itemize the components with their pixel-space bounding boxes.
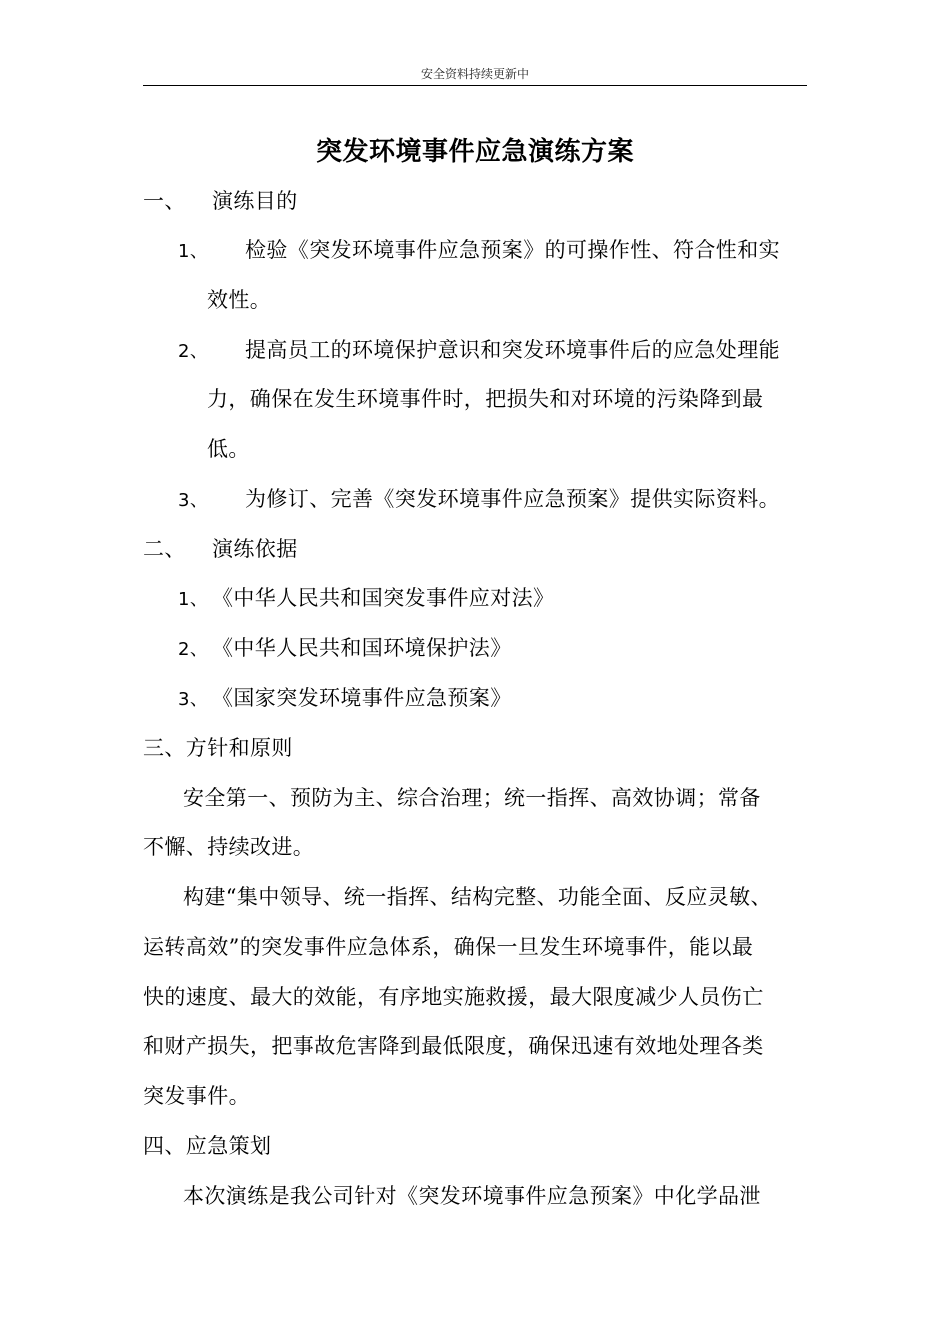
item-number: 2、 (178, 639, 209, 660)
item-number: 3、 (178, 689, 209, 710)
paragraph-line: 安全第一、预防为主、综合治理；统一指挥、高效协调；常备 (183, 786, 761, 810)
paragraph-line: 构建“集中领导、统一指挥、结构完整、功能全面、反应灵敏、 (183, 885, 772, 909)
paragraph-line: 为修订、完善《突发环境事件应急预案》提供实际资料。 (245, 487, 780, 511)
paragraph-line: 提高员工的环境保护意识和突发环境事件后的应急处理能 (245, 338, 780, 362)
section-heading: 演练依据 (212, 537, 298, 561)
paragraph-line: 运转高效”的突发事件应急体系，确保一旦发生环境事件，能以最 (143, 935, 754, 959)
paragraph-line: 低。 (207, 437, 250, 461)
paragraph-line: 和财产损失，把事故危害降到最低限度，确保迅速有效地处理各类 (143, 1034, 764, 1058)
header-divider (143, 85, 807, 86)
paragraph-line: 效性。 (207, 288, 272, 312)
item-number: 2、 (178, 341, 209, 362)
list-item: 《中华人民共和国环境保护法》 (212, 636, 512, 660)
item-number: 1、 (178, 589, 209, 610)
paragraph-line: 力，确保在发生环境事件时，把损失和对环境的污染降到最 (207, 387, 764, 411)
list-item: 《中华人民共和国突发事件应对法》 (212, 586, 555, 610)
header-text: 安全资料持续更新中 (420, 67, 529, 81)
item-number: 1、 (178, 241, 209, 262)
section-number: 一、 (143, 189, 186, 213)
paragraph-line: 检验《突发环境事件应急预案》的可操作性、符合性和实 (245, 238, 780, 262)
document-title: 突发环境事件应急演练方案 (315, 137, 634, 167)
section-heading: 演练目的 (212, 189, 298, 213)
section-heading: 四、应急策划 (143, 1134, 272, 1158)
paragraph-line: 不懈、持续改进。 (143, 835, 315, 859)
paragraph-line: 本次演练是我公司针对《突发环境事件应急预案》中化学品泄 (183, 1184, 761, 1208)
paragraph-line: 突发事件。 (143, 1084, 250, 1108)
section-heading: 三、方针和原则 (143, 736, 293, 760)
list-item: 《国家突发环境事件应急预案》 (212, 686, 512, 710)
item-number: 3、 (178, 490, 209, 511)
section-number: 二、 (143, 537, 186, 561)
paragraph-line: 快的速度、最大的效能，有序地实施救援，最大限度减少人员伤亡 (143, 985, 764, 1009)
